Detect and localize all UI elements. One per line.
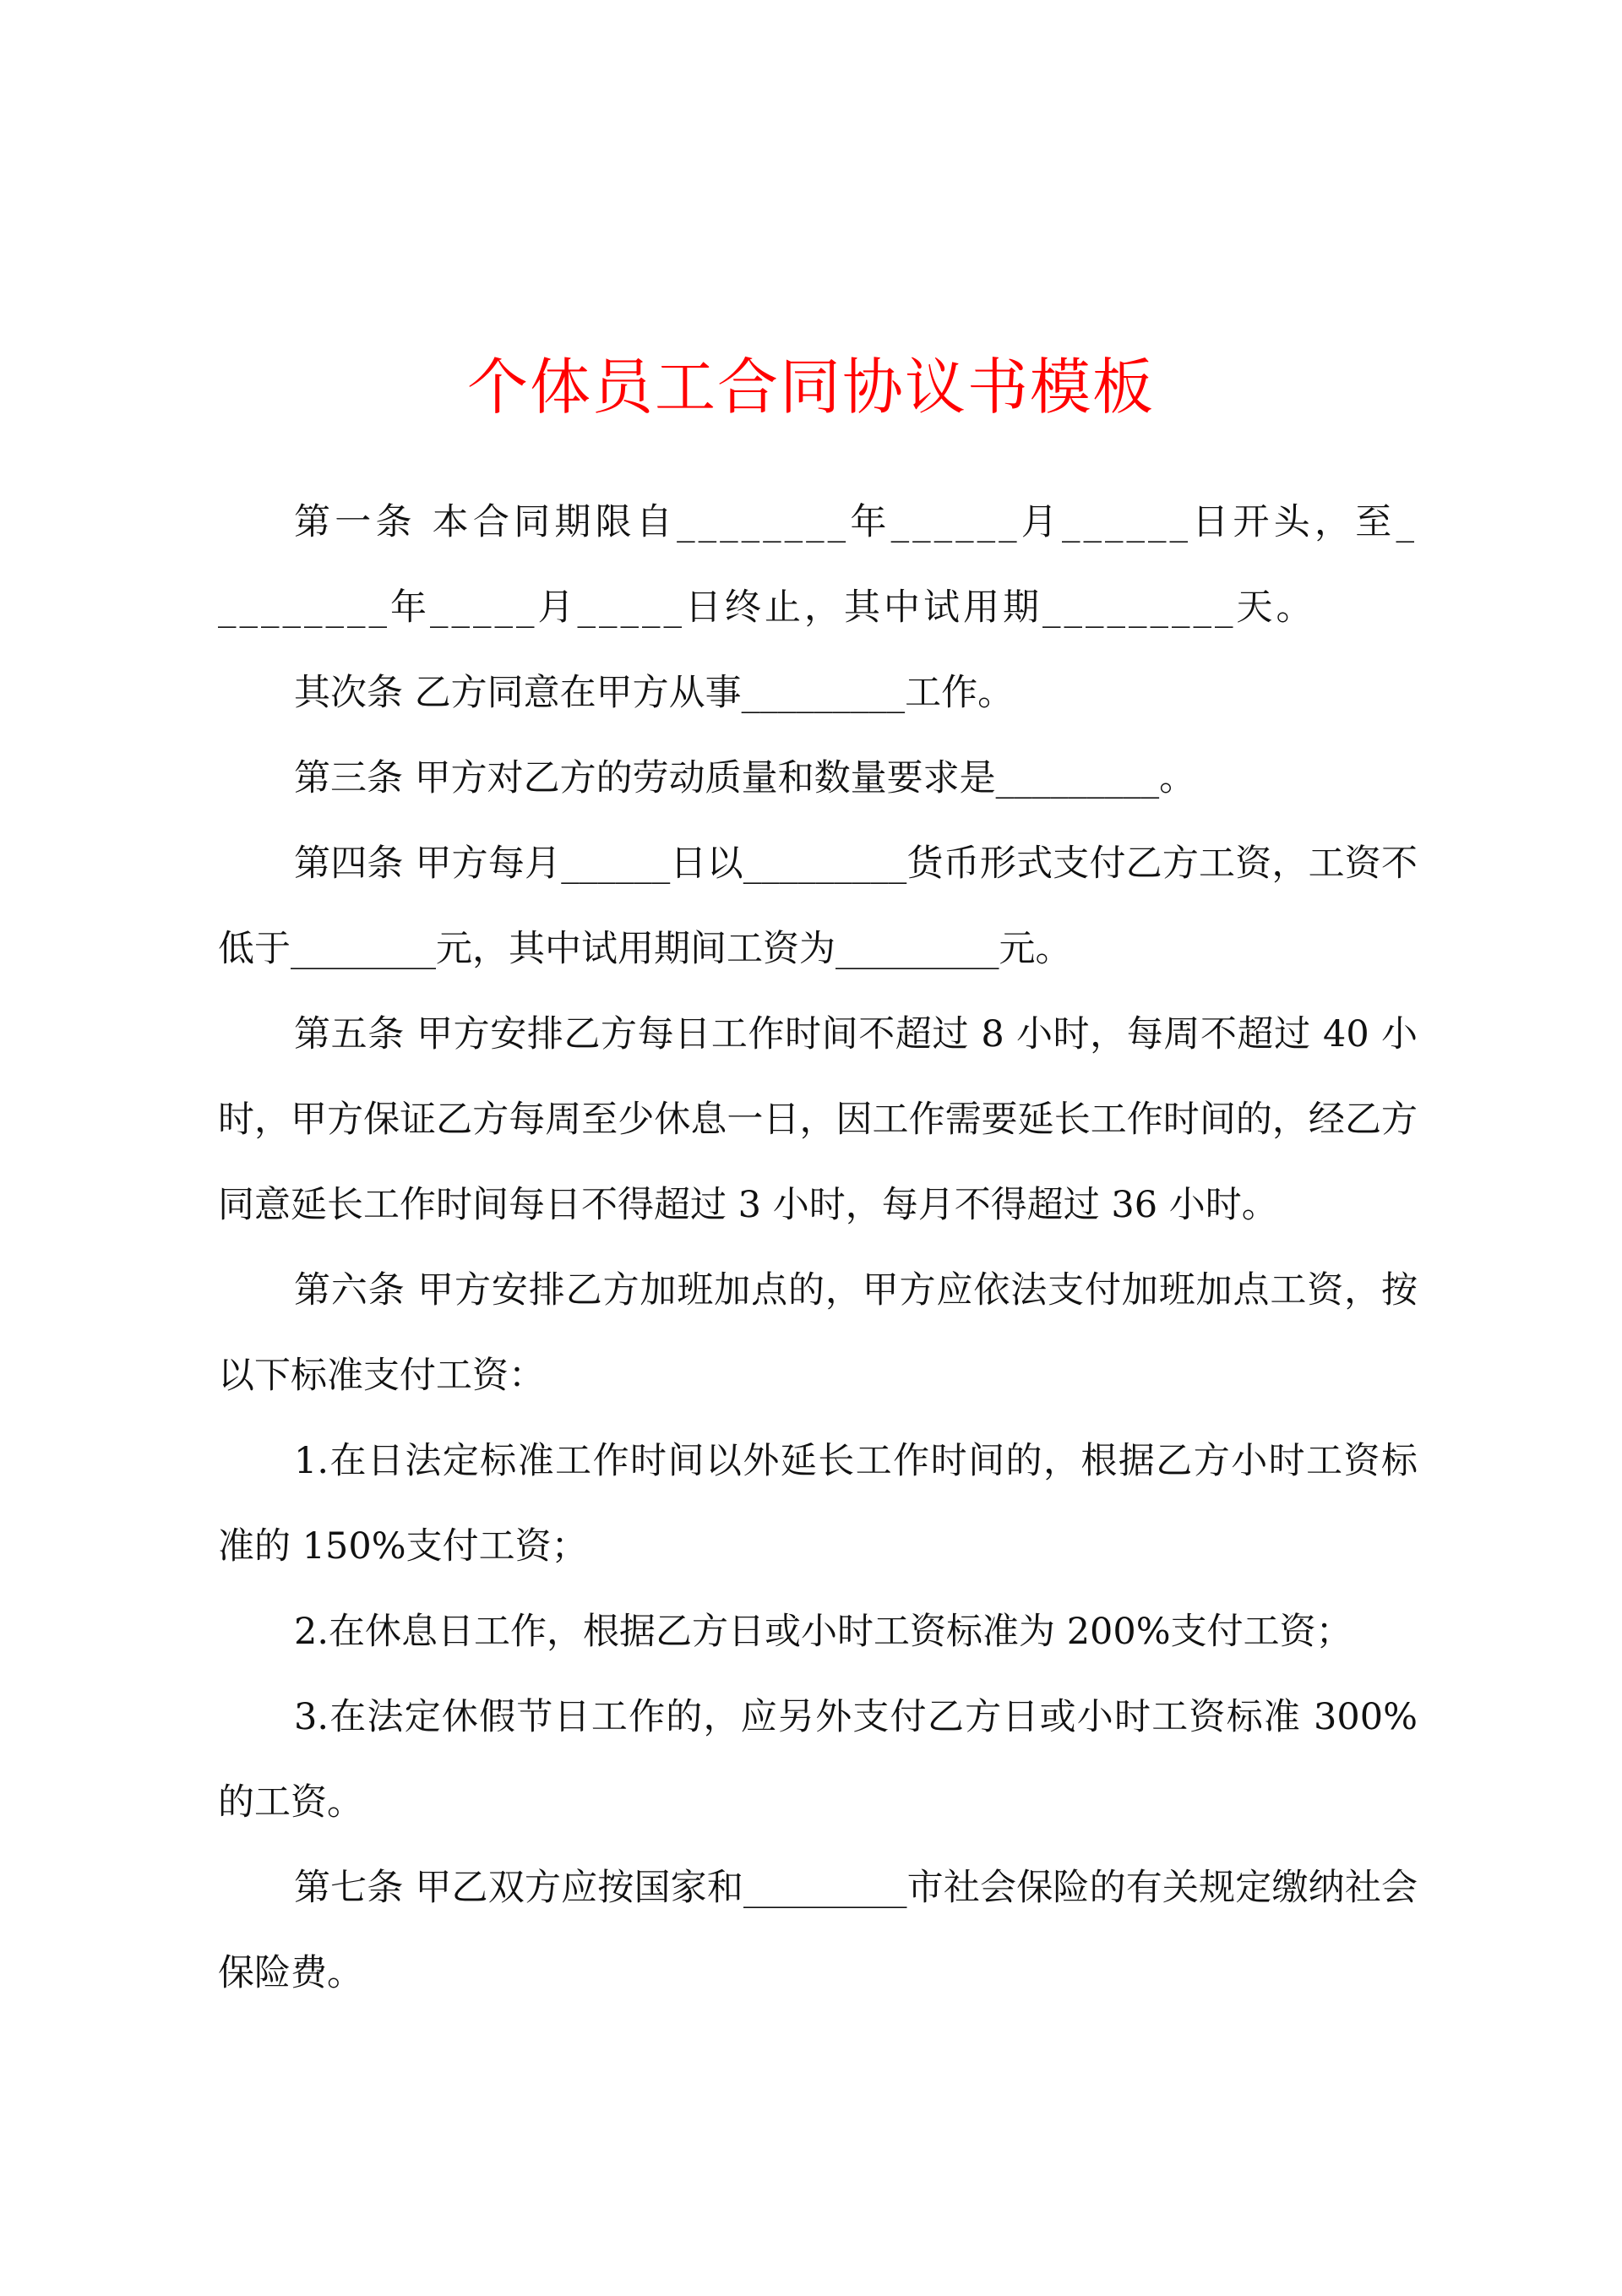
clause-5: 第五条 甲方安排乙方每日工作时间不超过 8 小时，每周不超过 40 小时，甲方保证乙方每周至少休息一日，因工作需要延长工作时间的，经乙方同意延长工作时间每日不得超过 3 小时，每月不得超过 36 小时。 [218,1013,1418,1226]
clause-6-item-1: 1.在日法定标准工作时间以外延长工作时间的，根据乙方小时工资标准的 150%支付工资； [218,1440,1418,1568]
document-title: 个体员工合同协议书模板 [466,352,1155,423]
document-body [218,480,1418,2016]
clause-3: 第三条 甲方对乙方的劳动质量和数量要求是_________。 [294,757,1196,799]
clause-6-item-2: 2.在休息日工作，根据乙方日或小时工资标准为 200%支付工资； [294,1611,1353,1653]
clause-2: 其次条 乙方同意在甲方从事_________工作。 [294,672,1015,714]
clause-6-item-3: 3.在法定休假节日工作的，应另外支付乙方日或小时工资标准 300%的工资。 [218,1696,1418,1824]
clause-1: 第一条 本合同期限自________年______月______日开头，至_________年_____月_____日终止，其中试用期_________天。 [218,501,1418,629]
clause-7: 第七条 甲乙双方应按国家和_________市社会保险的有关规定缴纳社会保险费。 [218,1867,1418,1994]
clause-6: 第六条 甲方安排乙方加班加点的，甲方应依法支付加班加点工资，按以下标准支付工资： [218,1269,1418,1397]
clause-4: 第四条 甲方每月______日以_________货币形式支付乙方工资，工资不低于________元，其中试用期间工资为_________元。 [218,843,1418,970]
